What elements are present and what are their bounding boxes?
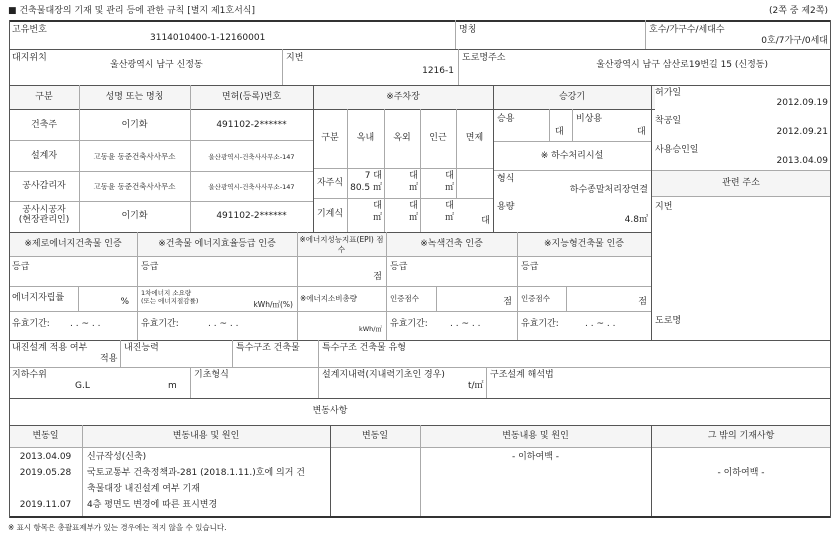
foundation-label: 기초형식 — [194, 370, 229, 380]
epi-point-unit: 점 — [373, 272, 382, 282]
green-score-label: 인증점수 — [390, 294, 419, 303]
self-rate-unit: % — [120, 297, 129, 307]
change-text-4: 4층 평면도 변경에 따른 표시변경 — [87, 500, 218, 510]
parking-mech-indoor-area: ㎡ — [372, 213, 382, 223]
primary-energy-label: 1차에너지 소요량 — [141, 289, 192, 297]
builder-name: 이기화 — [121, 211, 148, 221]
bearing-unit: t/㎡ — [468, 381, 484, 391]
primary-energy-label2: (또는 에너지절감률) — [141, 297, 199, 305]
form-title: ■ 건축물대장의 기재 및 관리 등에 관한 규칙 [별지 제1호서식] — [8, 6, 255, 16]
smart-valid-label: 유효기간: — [521, 319, 559, 329]
seismic-apply-label: 내진설계 적용 여부 — [12, 343, 88, 353]
parking-mech-outdoor-area: ㎡ — [408, 213, 418, 223]
parking-mech-nearby-area: ㎡ — [444, 213, 454, 223]
parking-title: ※주차장 — [386, 92, 420, 102]
changes-col-date-2: 변동일 — [361, 431, 389, 441]
energy-efficiency-title: ※건축물 에너지효율등급 인증 — [158, 239, 276, 249]
elevator-passenger-unit: 대 — [555, 127, 564, 137]
groundwater-unit: m — [168, 381, 177, 391]
parking-exempt-count: 대 — [481, 216, 490, 226]
green-building-title: ※녹색건축 인증 — [420, 239, 483, 249]
page-indicator: (2쪽 중 제2쪽) — [769, 6, 828, 16]
designer-name: 고동윤 동준건축사사무소 — [93, 152, 176, 161]
bearing-label: 설계지내력(지내력기초인 경우) — [322, 370, 445, 380]
special-structure-type-label: 특수구조 건축물 유형 — [322, 343, 406, 353]
parking-self-indoor-count: 7 대 — [364, 171, 382, 181]
units: 0호/7가구/0세대 — [761, 36, 828, 46]
name-label: 명칭 — [459, 25, 477, 35]
start-date-label: 착공일 — [655, 116, 682, 126]
green-score-unit: 점 — [503, 297, 512, 307]
units-label: 호수/가구수/세대수 — [649, 25, 725, 35]
parking-mech-indoor-count: 대 — [373, 201, 382, 211]
zero-valid-period: . . ~ . . — [70, 319, 101, 329]
col-license: 면허(등록)번호 — [221, 92, 282, 102]
elevator-emergency-label: 비상용 — [576, 114, 603, 124]
parking-self-label: 자주식 — [316, 178, 344, 188]
eff-valid-label: 유효기간: — [141, 319, 179, 329]
role-builder: 공사시공자 — [22, 205, 66, 215]
col-role: 구분 — [35, 92, 53, 102]
parking-mech-label: 기계식 — [316, 209, 344, 219]
primary-energy-unit: kWh/㎡(%) — [253, 300, 293, 309]
parking-self-nearby-area: ㎡ — [444, 183, 454, 193]
road-label: 도로명주소 — [462, 53, 506, 63]
groundwater-gl: G.L — [75, 381, 90, 391]
parking-col-type: 구분 — [321, 133, 339, 143]
related-address-label: 관련 주소 — [722, 178, 760, 188]
green-grade-label: 등급 — [390, 262, 408, 272]
lot-label: 지번 — [286, 53, 304, 63]
seismic-capacity-label: 내진능력 — [124, 343, 159, 353]
changes-col-other: 그 밖의 기재사항 — [707, 431, 775, 441]
col-name: 성명 또는 명칭 — [105, 92, 164, 102]
epi-title: ※에너지성능지표(EPI) 점수 — [299, 235, 384, 254]
permit-date-label: 허가일 — [655, 88, 682, 98]
owner-license: 491102-2****** — [216, 120, 287, 130]
permit-date: 2012.09.19 — [776, 98, 828, 108]
self-rate-label: 에너지자립률 — [12, 293, 65, 303]
sewage-type-label: 형식 — [497, 174, 515, 184]
related-road-label: 도로명 — [655, 316, 682, 326]
seismic-apply: 적용 — [100, 354, 118, 364]
groundwater-label: 지하수위 — [12, 370, 47, 380]
elevator-emergency-unit: 대 — [637, 127, 646, 137]
parking-col-indoor: 옥내 — [356, 133, 375, 143]
smart-score-label: 인증점수 — [521, 294, 550, 303]
builder-license: 491102-2****** — [216, 211, 287, 221]
zero-energy-title: ※제로에너지건축물 인증 — [24, 239, 122, 249]
road: 울산광역시 남구 삼산로19번길 15 (신정동) — [596, 60, 768, 70]
special-structure-label: 특수구조 건축물 — [236, 343, 300, 353]
change-text-1: 신규작성(신축) — [87, 452, 147, 462]
elevator-passenger-label: 승용 — [497, 114, 515, 124]
parking-col-outdoor: 옥외 — [393, 133, 411, 143]
eff-valid-period: . . ~ . . — [208, 319, 239, 329]
eff-grade-label: 등급 — [141, 262, 159, 272]
change-text-2: 국토교통부 건축정책과-281 (2018.1.11.)호에 의거 건 — [87, 468, 305, 478]
parking-mech-outdoor-count: 대 — [409, 201, 418, 211]
changes-col-date: 변동일 — [32, 431, 59, 441]
unique-no: 3114010400-1-12160001 — [150, 33, 266, 43]
parking-self-outdoor-count: 대 — [409, 171, 418, 181]
role-owner: 건축주 — [30, 120, 58, 130]
site: 울산광역시 남구 신정동 — [110, 60, 203, 70]
smart-grade-label: 등급 — [521, 262, 539, 272]
site-label: 대지위치 — [12, 53, 47, 63]
start-date: 2012.09.21 — [776, 127, 828, 137]
supervisor-license: 울산광역시-건축사사무소-147 — [208, 183, 295, 191]
sewage-type: 하수종말처리장연결 — [569, 185, 648, 195]
analysis-label: 구조설계 해석법 — [490, 370, 554, 380]
role-supervisor: 공사감리자 — [22, 181, 66, 191]
parking-mech-nearby-count: 대 — [445, 201, 454, 211]
smart-valid-period: . . ~ . . — [585, 319, 616, 329]
parking-self-nearby-count: 대 — [445, 171, 454, 181]
footer-note: ※ 표시 항목은 총괄표제부가 있는 경우에는 적지 않을 수 있습니다. — [8, 523, 227, 532]
smart-score-unit: 점 — [638, 297, 647, 307]
lot: 1216-1 — [422, 66, 454, 76]
sewage-title: ※ 하수처리시설 — [540, 151, 604, 161]
smart-building-title: ※지능형건축물 인증 — [544, 239, 624, 249]
unique-no-label: 고유번호 — [12, 25, 47, 35]
supervisor-name: 고동윤 동준건축사사무소 — [93, 182, 176, 191]
parking-self-outdoor-area: ㎡ — [408, 183, 418, 193]
changes-title: 변동사항 — [312, 406, 348, 416]
changes-col-content: 변동내용 및 원인 — [172, 431, 240, 441]
sewage-capacity-label: 용량 — [497, 202, 515, 212]
owner-name: 이기화 — [121, 120, 148, 130]
other-empty: - 이하여백 - — [717, 468, 765, 478]
changes-col-content-2: 변동내용 및 원인 — [502, 431, 569, 441]
parking-self-indoor-area: 80.5 ㎡ — [350, 183, 382, 193]
change-date-1: 2013.04.09 — [19, 452, 72, 462]
zero-valid-label: 유효기간: — [12, 319, 50, 329]
changes-empty-right: - 이하여백 - — [512, 452, 559, 462]
role-designer: 설계자 — [30, 151, 58, 161]
role-builder-sub: (현장관리인) — [18, 215, 70, 225]
approval-date: 2013.04.09 — [776, 156, 828, 166]
change-date-2: 2019.05.28 — [19, 468, 72, 478]
designer-license: 울산광역시-건축사사무소-147 — [208, 153, 295, 161]
elevator-title: 승강기 — [558, 92, 586, 102]
parking-col-nearby: 인근 — [429, 133, 447, 143]
consumption-unit: kWh/㎡ — [358, 325, 382, 333]
related-lot-label: 지번 — [655, 202, 673, 212]
parking-col-exempt: 면제 — [465, 133, 484, 143]
green-valid-label: 유효기간: — [390, 319, 428, 329]
sewage-capacity: 4.8㎥ — [624, 215, 648, 225]
green-valid-period: . . ~ . . — [450, 319, 481, 329]
change-date-4: 2019.11.07 — [19, 500, 72, 510]
consumption-label: ※에너지소비총량 — [300, 294, 357, 303]
approval-date-label: 사용승인일 — [655, 145, 699, 155]
change-text-3: 축물대장 내진설계 여부 기재 — [87, 484, 200, 494]
zero-grade-label: 등급 — [12, 262, 30, 272]
